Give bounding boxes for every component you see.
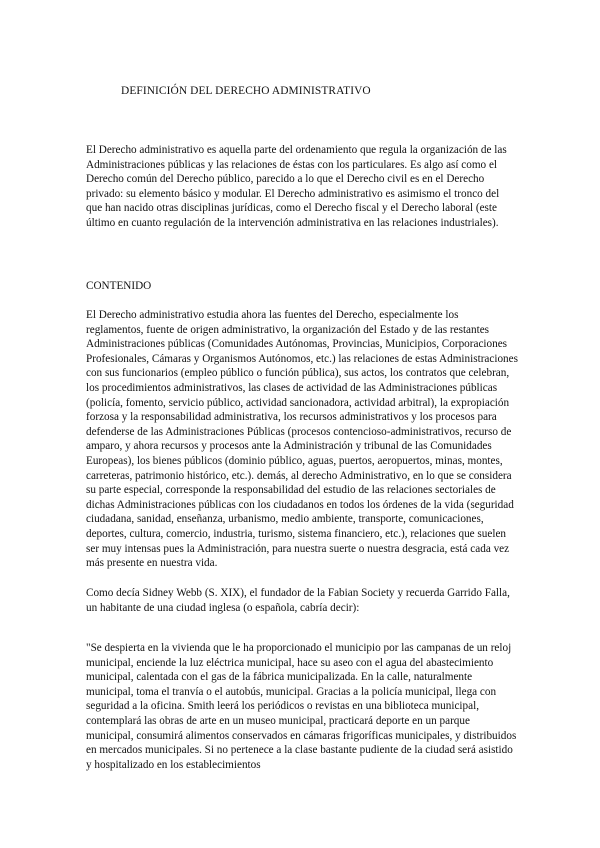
- definition-paragraph: El Derecho administrativo es aquella parte del ordenamiento que regula la organización de las Administraciones públicas y las relaciones de éstas con los particulares. Es algo así como el Derecho común del Derecho público, parecido a lo que el Derecho civil es en el Derecho privado: su elemento básico y modular. El Derecho administrativo es asimismo el tronco del que han nacido otras disciplinas jurídicas, como el Derecho fiscal y el Derecho laboral (este último en cuanto regulación de la intervención administrativa en las relaciones industriales).: [86, 144, 507, 229]
- content-paragraph: El Derecho administrativo estudia ahora las fuentes del Derecho, especialmente los reglamentos, fuente de origen administrativo, la organización del Estado y de las restantes Administraciones públicas (Comunidades Autónomas, Provincias, Municipios, Corporaciones Profesionales, Cámaras y Organismos Autónomos, etc.) las relaciones de estas Administraciones con sus funcionarios (empleo público o función pública), sus actos, los contratos que celebran, los procedimientos administrativos, las clases de actividad de las Administraciones públicas (policía, fomento, servicio público, actividad sancionadora, actividad arbitral), la expropiación forzosa y la responsabilidad administrativa, los recursos administrativos y los procesos para defenderse de las Administraciones Públicas (procesos contencioso-administrativos, recurso de amparo, y ahora recursos y procesos ante la Administración y tribunal de las Comunidades Europeas), los bienes públicos (dominio público, aguas, puertos, aeropuertos, minas, montes, carreteras, patrimonio histórico, etc.). demás, al derecho Administrativo, en lo que se considera su parte especial, corresponde la responsabilidad del estudio de las relaciones sectoriales de dichas Administraciones públicas con los ciudadanos en todos los órdenes de la vida (seguridad ciudadana, sanidad, enseñanza, urbanismo, medio ambiente, transporte, comunicaciones, deportes, cultura, comercio, industria, turismo, sistema financiero, etc.), relaciones que suelen ser muy intensas pues la Administración, para nuestra suerte o nuestra desgracia, está cada vez más presente en nuestra vida.: [86, 309, 518, 570]
- webb-intro-paragraph: Como decía Sidney Webb (S. XIX), el fundador de la Fabian Society y recuerda Garrido Falla, un habitante de una ciudad inglesa (o española, cabría decir):: [86, 587, 510, 614]
- quote-paragraph: "Se despierta en la vivienda que le ha proporcionado el municipio por las campanas de un reloj municipal, enciende la luz eléctrica municipal, hace su aseo con el agua del abastecimiento municipal, calentada con el gas de la fábrica municipalizada. En la calle, naturalmente municipal, toma el tranvía o el autobús, municipal. Gracias a la policía municipal, llega con seguridad a la oficina. Smith leerá los periódicos o revistas en una biblioteca municipal, contemplará las obras de arte en un museo municipal, practicará deporte en un parque municipal, consumirá alimentos conservados en cámaras frigoríficas municipales, y distribuidos en mercados municipales. Si no pertenece a la clase bastante pudiente de la ciudad será asistido y hospitalizado en los establecimientos: [86, 642, 517, 771]
- section-heading-contenido: CONTENIDO: [86, 280, 152, 292]
- document-title: DEFINICIÓN DEL DERECHO ADMINISTRATIVO: [121, 85, 371, 97]
